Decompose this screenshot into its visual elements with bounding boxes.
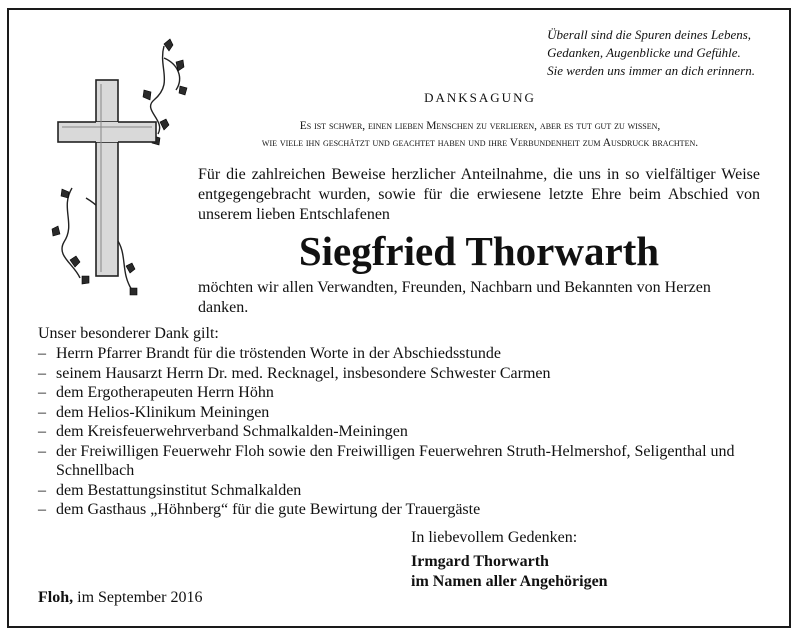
thanks-paragraph: möchten wir allen Verwandten, Freunden, Nachbarn und Bekannten von Herzen danken. bbox=[198, 279, 711, 316]
date: im September 2016 bbox=[77, 589, 203, 606]
thanks-list bbox=[38, 344, 768, 520]
subheading-line: Es ist schwer, einen lieben Menschen zu verlieren, aber es tut gut zu wissen, bbox=[299, 120, 661, 132]
dash: – bbox=[38, 364, 46, 382]
list-item-text: Herrn Pfarrer Brandt für die tröstenden Worte in der Abschiedsstunde bbox=[56, 345, 501, 362]
motto-line: Überall sind die Spuren deines Lebens, bbox=[547, 27, 752, 42]
thanks-intro: Unser besonderer Dank gilt: bbox=[38, 325, 219, 342]
dash: – bbox=[38, 423, 46, 440]
signature-closing: In liebevollem Gedenken: bbox=[411, 529, 578, 546]
notice-heading: DANKSAGUNG bbox=[424, 90, 536, 105]
list-item-text: dem Ergotherapeuten Herrn Höhn bbox=[56, 384, 274, 401]
list-item-text: dem Kreisfeuerwehrverband Schmalkalden-Meiningen bbox=[56, 423, 408, 440]
motto-line: Sie werden uns immer an dich erinnern. bbox=[547, 63, 755, 78]
dash: – bbox=[38, 403, 46, 421]
place: Floh, bbox=[38, 589, 74, 606]
deceased-name: Siegfried Thorwarth bbox=[298, 228, 660, 274]
subheading-line: wie viele ihn geschätzt und geachtet haben und ihre Verbundenheit zum Ausdruck brachten. bbox=[261, 137, 699, 149]
list-item-text: dem Bestattungsinstitut Schmalkalden bbox=[56, 481, 302, 499]
list-item-text: dem Helios-Klinikum Meiningen bbox=[56, 403, 270, 421]
list-item bbox=[38, 442, 768, 481]
list-item bbox=[38, 383, 768, 403]
list-item bbox=[38, 344, 768, 364]
signature-name: Irmgard Thorwarth bbox=[411, 553, 549, 570]
list-item bbox=[38, 422, 768, 442]
dash: – bbox=[38, 481, 46, 499]
list-item bbox=[38, 364, 768, 384]
dash: – bbox=[38, 442, 46, 460]
dash: – bbox=[38, 384, 46, 401]
gratitude-paragraph: Für die zahlreichen Beweise herzlicher Anteilnahme, die uns in so vielfältiger Weise entgegengebracht wurden, sowie für die erwiesene letzte Ehre beim Abschied von unserem lieben Entschlafenen bbox=[198, 166, 760, 223]
notice-subheading bbox=[200, 118, 760, 152]
list-item bbox=[38, 403, 768, 423]
signature-block bbox=[411, 528, 608, 592]
dash: – bbox=[38, 501, 46, 518]
cross-with-ivy-icon bbox=[46, 38, 196, 300]
dash: – bbox=[38, 345, 46, 362]
list-item bbox=[38, 481, 768, 501]
list-item-text: seinem Hausarzt Herrn Dr. med. Recknagel, insbesondere Schwester Carmen bbox=[56, 364, 551, 382]
list-item bbox=[38, 500, 768, 520]
motto-verse bbox=[547, 26, 755, 80]
list-item-text: der Freiwilligen Feuerwehr Floh sowie den Freiwilligen Feuerwehren Struth-Helmershof, Seligenthal und Schnellbach bbox=[56, 442, 735, 479]
list-item-text: dem Gasthaus „Höhnberg“ für die gute Bewirtung der Trauergäste bbox=[56, 501, 481, 518]
motto-line: Gedanken, Augenblicke und Gefühle. bbox=[547, 45, 741, 60]
signature-on-behalf: im Namen aller Angehörigen bbox=[411, 573, 608, 590]
place-date bbox=[38, 588, 202, 608]
